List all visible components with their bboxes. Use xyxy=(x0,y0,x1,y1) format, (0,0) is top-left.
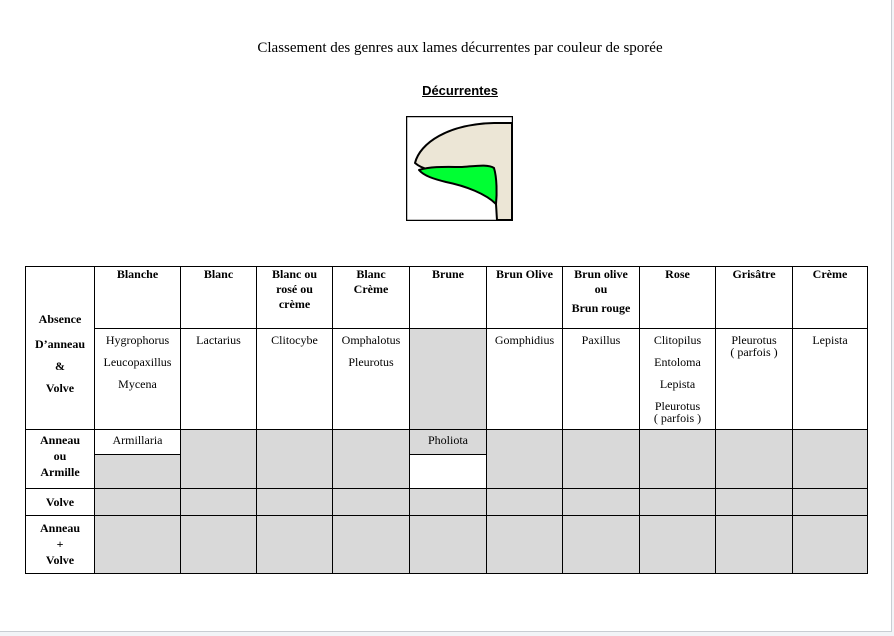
anneau-brune-value: Pholiota xyxy=(410,430,486,455)
cell-anneau-brun-olive-rouge xyxy=(563,429,640,488)
cell-anneau-blanc xyxy=(181,429,257,488)
cell-anneau-rose xyxy=(640,429,716,488)
cell-anneau-brun-olive xyxy=(487,429,563,488)
row-label-volve: Volve xyxy=(26,488,95,515)
cell-anneau-grisatre xyxy=(716,429,793,488)
cell-anneau-brune xyxy=(410,429,487,488)
cell-anneau-volve-creme xyxy=(793,515,868,573)
header-creme: Crème xyxy=(793,267,868,329)
cell-anneau-blanche xyxy=(95,429,181,488)
cell-anneau-blanc-creme xyxy=(333,429,410,488)
row-anneau xyxy=(26,429,868,488)
cell-absence-blanc: Lactarius xyxy=(181,329,257,429)
cell-anneau-volve-blanc xyxy=(181,515,257,573)
cell-volve-rose xyxy=(640,488,716,515)
spore-color-table xyxy=(25,266,868,574)
cell-anneau-volve-brun-olive-rouge xyxy=(563,515,640,573)
cell-absence-brun-olive-rouge: Paxillus xyxy=(563,329,640,429)
cell-volve-blanc-creme xyxy=(333,488,410,515)
cell-absence-brune xyxy=(410,329,487,429)
cell-volve-creme xyxy=(793,488,868,515)
cell-volve-blanche xyxy=(95,488,181,515)
row-label-anneau-volve: Anneau + Volve xyxy=(26,515,95,573)
decurrent-gill-diagram xyxy=(406,116,513,221)
cell-absence-brun-olive: Gomphidius xyxy=(487,329,563,429)
anneau-blanche-value: Armillaria xyxy=(95,430,180,455)
label-line: Volve xyxy=(45,380,75,395)
cell-absence-blanc-creme: Omphalotus Pleurotus xyxy=(333,329,410,429)
header-brune: Brune xyxy=(410,267,487,329)
document-title: Classement des genres aux lames décurrentes par couleur de sporée xyxy=(257,40,663,56)
header-brun-olive-rouge: Brun olive ou Brun rouge xyxy=(563,267,640,329)
cell-anneau-volve-brun-olive xyxy=(487,515,563,573)
cell-anneau-volve-blanc-creme xyxy=(333,515,410,573)
cell-volve-brun-olive-rouge xyxy=(563,488,640,515)
cell-volve-blanc-rose xyxy=(257,488,333,515)
cell-absence-grisatre: Pleurotus ( parfois ) xyxy=(716,329,793,429)
header-blanc-creme: Blanc Crème xyxy=(333,267,410,329)
cell-absence-creme: Lepista xyxy=(793,329,868,429)
section-subtitle: Décurrentes xyxy=(422,83,498,98)
cell-absence-rose: Clitopilus Entoloma Lepista Pleurotus ( parfois ) xyxy=(640,329,716,429)
header-rose: Rose xyxy=(640,267,716,329)
row-label-anneau: Anneau ou Armille xyxy=(26,429,95,488)
label-line: D’anneau xyxy=(34,336,85,351)
row-label-absence xyxy=(26,267,95,430)
row-volve xyxy=(26,488,868,515)
cell-volve-blanc xyxy=(181,488,257,515)
cell-anneau-blanc-rose xyxy=(257,429,333,488)
cell-anneau-volve-rose xyxy=(640,515,716,573)
header-blanche: Blanche xyxy=(95,267,181,329)
header-blanc-rose-creme: Blanc ou rosé ou crème xyxy=(257,267,333,329)
cell-anneau-volve-blanc-rose xyxy=(257,515,333,573)
header-row xyxy=(26,267,868,329)
label-line: Absence xyxy=(38,311,82,326)
cell-anneau-creme xyxy=(793,429,868,488)
cell-volve-grisatre xyxy=(716,488,793,515)
header-grisatre: Grisâtre xyxy=(716,267,793,329)
row-anneau-volve xyxy=(26,515,868,573)
label-line: & xyxy=(55,358,65,373)
cell-anneau-volve-blanche xyxy=(95,515,181,573)
cell-absence-blanche: Hygrophorus Leucopaxillus Mycena xyxy=(95,329,181,429)
row-absence xyxy=(26,329,868,429)
cell-volve-brune xyxy=(410,488,487,515)
cell-absence-blanc-rose: Clitocybe xyxy=(257,329,333,429)
cell-anneau-volve-grisatre xyxy=(716,515,793,573)
header-brun-olive: Brun Olive xyxy=(487,267,563,329)
header-blanc: Blanc xyxy=(181,267,257,329)
cell-volve-brun-olive xyxy=(487,488,563,515)
cell-anneau-volve-brune xyxy=(410,515,487,573)
